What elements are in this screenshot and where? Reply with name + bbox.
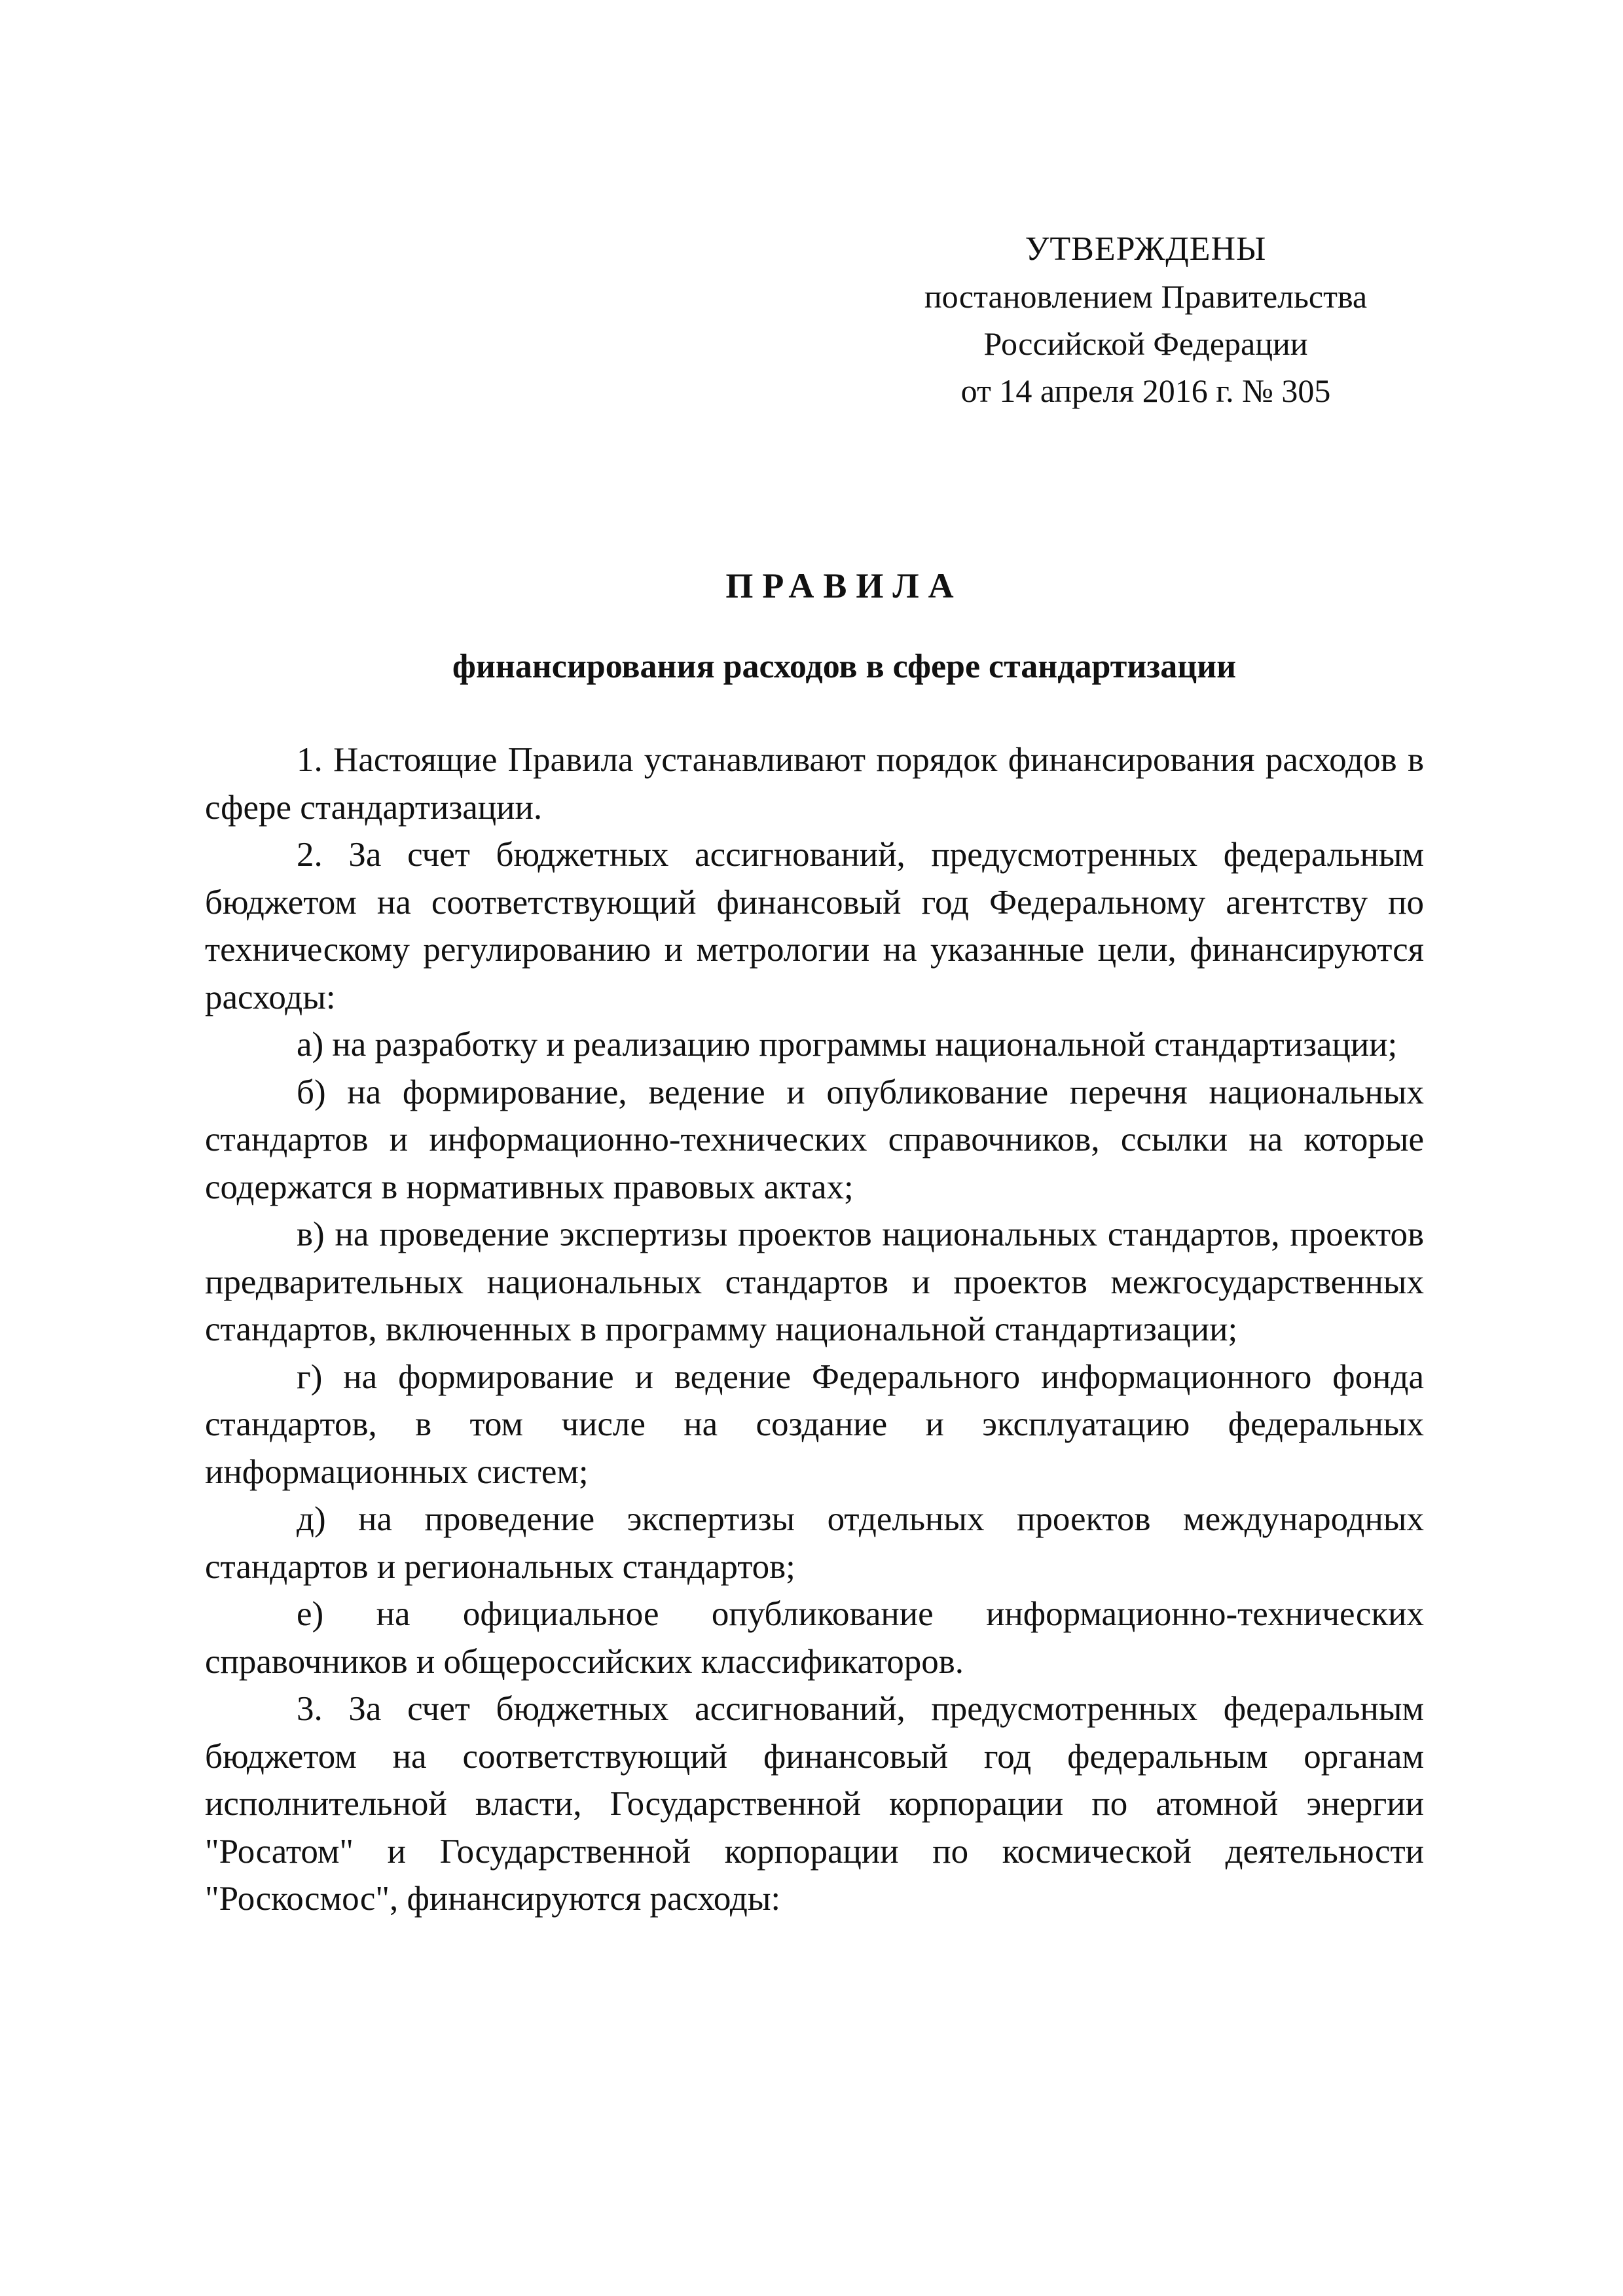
paragraph-2: 2. За счет бюджетных ассигнований, предусмотренных федеральным бюджетом на соответствующий финансовый год Федеральному агентству по техническому регулированию и метрологии на указанные цели, финансируются расходы:: [205, 836, 1424, 1016]
paragraph-1: 1. Настоящие Правила устанавливают порядок финансирования расходов в сфере стандартизации.: [205, 741, 1424, 827]
document-subtitle: финансирования расходов в сфере стандартизации: [452, 648, 1237, 685]
paragraph-2v: в) на проведение экспертизы проектов национальных стандартов, проектов предварительных национальных стандартов и проектов межгосударственных стандартов, включенных в программу национальной стандартизации;: [205, 1215, 1424, 1348]
document-title: ПРАВИЛА: [725, 566, 963, 605]
approval-line-1: постановлением Правительства: [924, 278, 1368, 315]
paragraph-2b: б) на формирование, ведение и опубликование перечня национальных стандартов и информационно-технических справочников, ссылки на которые содержатся в нормативных правовых актах;: [205, 1073, 1424, 1206]
approval-line-3: от 14 апреля 2016 г. № 305: [960, 372, 1331, 409]
document-body: [205, 736, 1424, 1923]
paragraph-3: 3. За счет бюджетных ассигнований, предусмотренных федеральным бюджетом на соответствующий финансовый год федеральным органам исполнительной власти, Государственной корпорации по атомной энергии "Росатом" и Государственной корпорации по космической деятельности "Роскосмос", финансируются расходы:: [205, 1690, 1424, 1918]
approved-label: УТВЕРЖДЕНЫ: [1025, 230, 1267, 268]
paragraph-2g: г) на формирование и ведение Федерального информационного фонда стандартов, в том числе на создание и эксплуатацию федеральных информационных систем;: [205, 1357, 1424, 1491]
title-block: [0, 560, 1623, 693]
paragraph-2d: д) на проведение экспертизы отдельных проектов международных стандартов и региональных стандартов;: [205, 1500, 1424, 1586]
approval-stamp: [871, 226, 1421, 414]
approval-line-2: Российской Федерации: [983, 325, 1308, 362]
paragraph-2a: а) на разработку и реализацию программы национальной стандартизации;: [297, 1026, 1398, 1064]
paragraph-2e: е) на официальное опубликование информационно-технических справочников и общероссийских классификаторов.: [205, 1595, 1424, 1681]
